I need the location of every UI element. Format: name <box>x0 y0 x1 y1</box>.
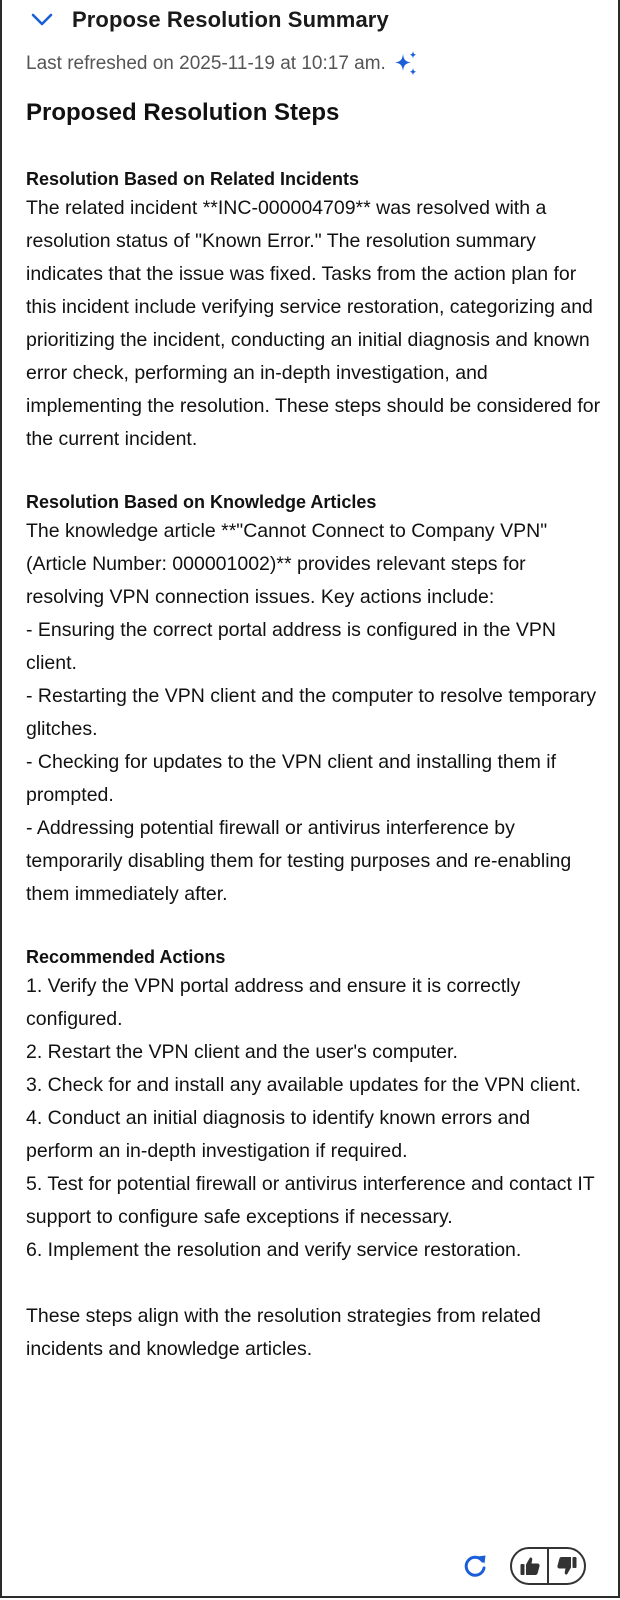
list-item: 6. Implement the resolution and verify service restoration. <box>26 1239 522 1261</box>
closing-paragraph: These steps align with the resolution strategies from related incidents and knowledge articles. <box>26 1305 541 1360</box>
section-heading: Resolution Based on Related Incidents <box>26 169 360 189</box>
list-item: 3. Check for and install any available updates for the VPN client. <box>26 1074 581 1096</box>
feedback-bar <box>460 1547 586 1585</box>
page-title: Proposed Resolution Steps <box>26 99 340 126</box>
section-recommended-actions <box>26 944 602 1267</box>
section-header-title[interactable]: Propose Resolution Summary <box>72 7 389 32</box>
paragraph: The related incident **INC-000004709** was resolved with a resolution status of "Known Error." The resolution summary indicates that the issue was fixed. Tasks from the action plan for this incident include verifying service restoration, categorizing and prioritizing the incident, conducting an initial diagnosis and known error check, performing an in-depth investigation, and implementing the resolution. These steps should be considered for the current incident. <box>26 197 601 450</box>
thumbs-up-icon[interactable] <box>519 1555 541 1577</box>
refresh-icon[interactable] <box>461 1552 489 1580</box>
resolution-content <box>26 96 602 1366</box>
thumbs-down-button[interactable] <box>549 1549 584 1583</box>
section-knowledge-articles <box>26 489 602 911</box>
feedback-toggle-group <box>510 1547 586 1585</box>
list-item: 5. Test for potential firewall or antivirus interference and contact IT support to configure safe exceptions if necessary. <box>26 1173 595 1228</box>
list-item: - Checking for updates to the VPN client and installing them if prompted. <box>26 751 557 806</box>
section-related-incidents <box>26 166 602 456</box>
section-heading: Resolution Based on Knowledge Articles <box>26 492 377 512</box>
paragraph: The knowledge article **"Cannot Connect to Company VPN" (Article Number: 000001002)** provides relevant steps for resolving VPN connection issues. Key actions include: <box>26 520 548 608</box>
last-refreshed <box>26 50 420 78</box>
thumbs-down-icon[interactable] <box>556 1555 578 1577</box>
list-item: 2. Restart the VPN client and the user's computer. <box>26 1041 458 1063</box>
list-item: - Addressing potential firewall or antivirus interference by temporarily disabling them for testing purposes and re-enabling them immediately after. <box>26 817 572 905</box>
chevron-down-icon[interactable] <box>30 8 54 32</box>
list-item: - Restarting the VPN client and the computer to resolve temporary glitches. <box>26 685 597 740</box>
list-item: - Ensuring the correct portal address is configured in the VPN client. <box>26 619 557 674</box>
thumbs-up-button[interactable] <box>512 1549 547 1583</box>
section-heading: Recommended Actions <box>26 947 226 967</box>
list-item: 4. Conduct an initial diagnosis to identify known errors and perform an in-depth investigation if required. <box>26 1107 531 1162</box>
regenerate-button[interactable] <box>460 1551 490 1581</box>
list-item: 1. Verify the VPN portal address and ensure it is correctly configured. <box>26 975 521 1030</box>
section-header-toggle[interactable] <box>30 0 389 40</box>
last-refreshed-text: Last refreshed on 2025-11-19 at 10:17 am. <box>26 53 386 74</box>
sparkle-icon <box>392 50 420 78</box>
